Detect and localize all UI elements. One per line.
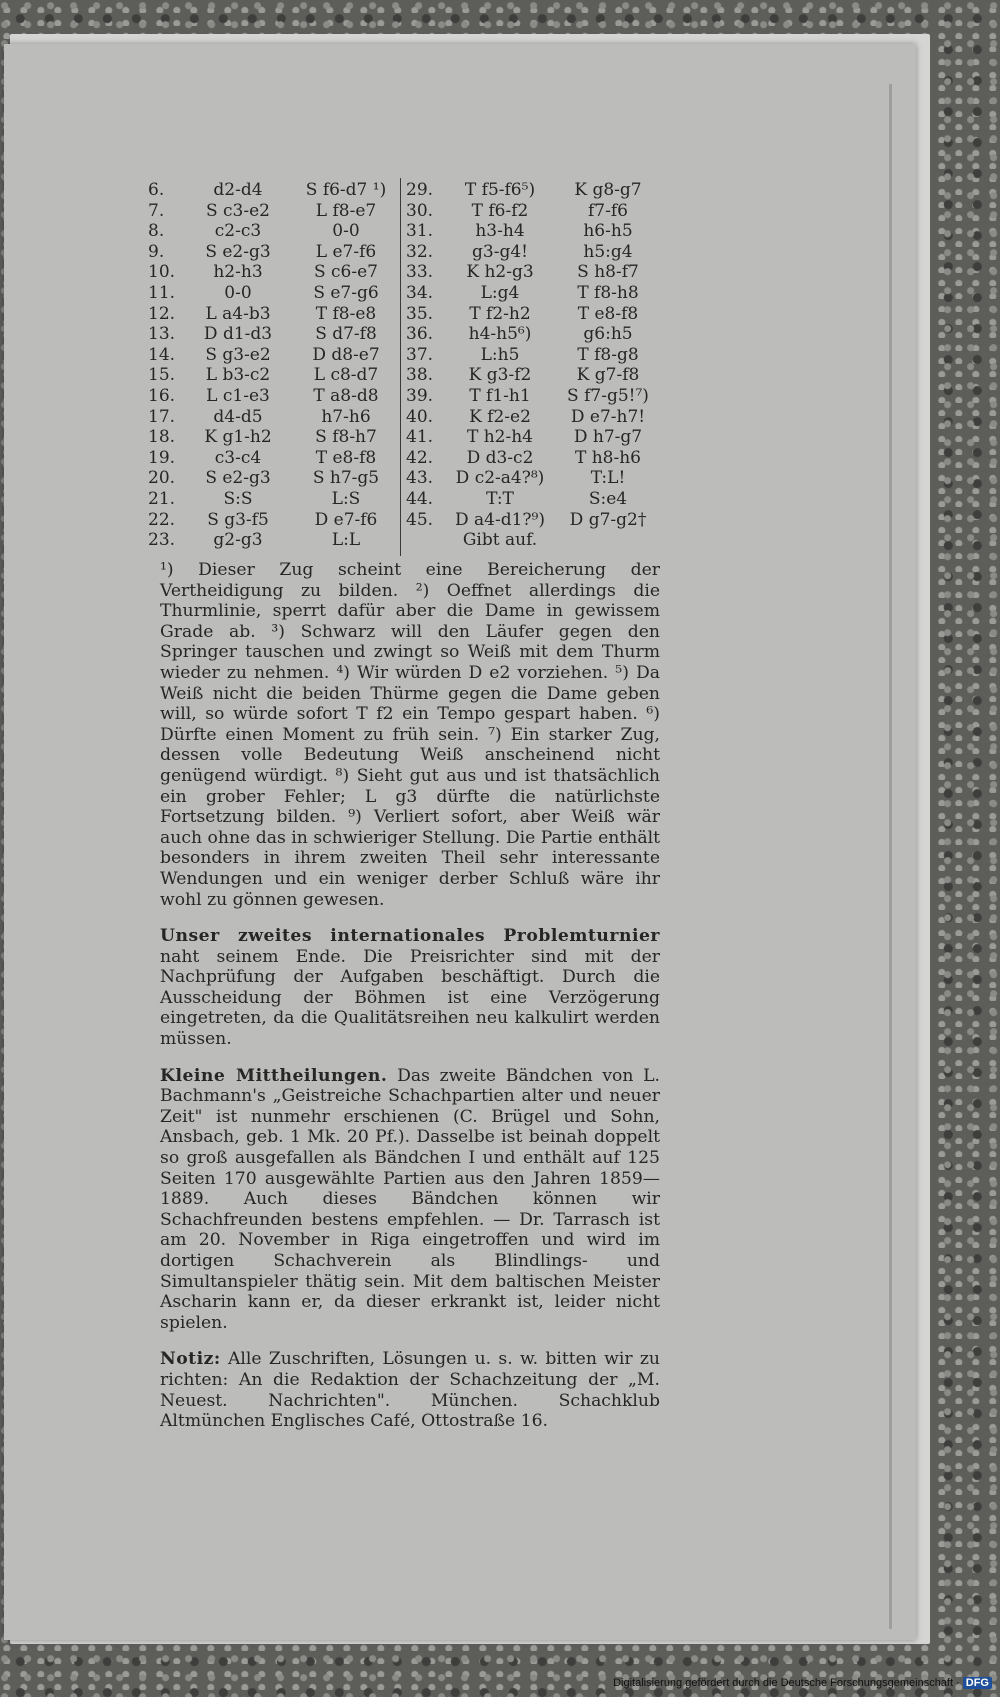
move-row xyxy=(406,530,676,551)
move-row xyxy=(148,489,398,510)
black-move: D h7-g7 xyxy=(573,427,643,448)
black-move: D g7-g2† xyxy=(569,509,647,530)
white-move: L a4-b3 xyxy=(205,303,271,324)
white-move: c2-c3 xyxy=(214,221,262,242)
game-notes: ¹) Dieser Zug scheint eine Bereicherung der Vertheidigung zu bilden. ²) Oeffnet allerdings die Thurmlinie, sperrt dafür aber die Dame in gewissem Grade ab. ³) Schwarz will den Läufer gegen den Springer tauschen und zwingt so Weiß mit dem Thurm wieder zu nehmen. ⁴) Wir würden D e2 vorziehen. ⁵) Da Weiß nicht die beiden Thürme gegen die Dame geben will, so würde sofort T f2 ein Tempo gespart haben. ⁶) Dürfte einen Moment zu früh sein. ⁷) Ein starker Zug, dessen volle Bedeutung Weiß anscheinend nicht genügend würdigt. ⁸) Sieht gut aus und ist thatsächlich ein grober Fehler; L g3 dürfte die natürlichste Fortsetzung bilden. ⁹) Verliert sofort, aber Weiß wär auch ohne das in schwieriger Stellung. Die Partie enthält besonders in ihrem zweiten Theil sehr interessante Wendungen und ein weniger derber Schluß wäre ihr wohl zu gönnen gewesen. xyxy=(160,560,660,910)
white-move: T f5-f6⁵) xyxy=(464,180,536,200)
move-row xyxy=(406,427,676,448)
move-number: 35. xyxy=(406,303,434,324)
white-move: L b3-c2 xyxy=(205,365,271,386)
move-number: 18. xyxy=(148,427,176,448)
move-number: 13. xyxy=(148,324,176,345)
move-number: 7. xyxy=(148,200,165,221)
black-move: D e7-f6 xyxy=(314,509,378,530)
move-number: 42. xyxy=(406,447,434,468)
move-row xyxy=(406,180,676,201)
white-move: T f1-h1 xyxy=(469,385,531,406)
black-move: g6:h5 xyxy=(583,324,633,345)
move-row xyxy=(148,530,398,551)
move-number: 14. xyxy=(148,344,176,365)
white-move: D d1-d3 xyxy=(203,324,273,345)
digitization-credit xyxy=(613,1677,992,1689)
move-number: 15. xyxy=(148,365,176,386)
move-number: 17. xyxy=(148,406,176,427)
black-move: T f8-e8 xyxy=(315,303,377,324)
white-move: K g1-h2 xyxy=(204,427,272,448)
black-move: T e8-f8 xyxy=(315,447,377,468)
move-row xyxy=(148,386,398,407)
white-move: D d3-c2 xyxy=(466,447,534,468)
move-row xyxy=(148,304,398,325)
black-move: K g8-g7 xyxy=(574,180,642,200)
move-number: 45. xyxy=(406,509,434,530)
move-number: 21. xyxy=(148,488,176,509)
black-move: S f6-d7 ¹) xyxy=(305,180,387,200)
move-row xyxy=(148,345,398,366)
move-row xyxy=(406,407,676,428)
white-move: g2-g3 xyxy=(213,530,263,551)
white-move: S g3-f5 xyxy=(207,509,269,530)
white-move: S e2-g3 xyxy=(205,241,271,262)
black-move: T f8-g8 xyxy=(577,344,639,365)
black-move: K g7-f8 xyxy=(576,365,640,386)
move-number: 29. xyxy=(406,180,434,200)
black-move: S e7-g6 xyxy=(313,282,379,303)
section-heading: Notiz: xyxy=(160,1349,221,1370)
move-number: 33. xyxy=(406,262,434,283)
black-move: h5:g4 xyxy=(583,241,633,262)
move-row xyxy=(148,448,398,469)
black-move xyxy=(556,530,660,551)
white-move: S c3-e2 xyxy=(205,200,270,221)
white-move: K f2-e2 xyxy=(469,406,531,427)
white-move: T:T xyxy=(486,488,514,509)
credit-text: Digitalisierung gefördert durch die Deutsche Forschungsgemeinschaft · xyxy=(613,1677,960,1689)
move-row xyxy=(406,386,676,407)
black-move: h6-h5 xyxy=(583,221,633,242)
move-number: 40. xyxy=(406,406,434,427)
move-row xyxy=(148,407,398,428)
black-move: T e8-f8 xyxy=(577,303,639,324)
move-row xyxy=(406,510,676,531)
black-move: S h8-f7 xyxy=(577,262,639,283)
move-row xyxy=(148,427,398,448)
black-move: f7-f6 xyxy=(588,200,628,221)
dfg-logo: DFG xyxy=(963,1677,992,1689)
move-row xyxy=(148,221,398,242)
move-number: 34. xyxy=(406,282,434,303)
white-move: S g3-e2 xyxy=(205,344,271,365)
black-move: S c6-e7 xyxy=(313,262,378,283)
move-row xyxy=(406,242,676,263)
black-move: D d8-e7 xyxy=(312,344,380,365)
move-number: 22. xyxy=(148,509,176,530)
move-row xyxy=(406,489,676,510)
black-move: T:L! xyxy=(590,468,626,489)
moves-column-left xyxy=(148,180,398,551)
move-row xyxy=(148,324,398,345)
white-move: h2-h3 xyxy=(213,262,263,283)
section-problemturnier xyxy=(160,926,660,1050)
white-move: Gibt auf. xyxy=(462,530,538,551)
move-row xyxy=(148,283,398,304)
section-body: naht seinem Ende. Die Preisrichter sind mit der Nachprüfung der Aufgaben beschäftigt. Durch die Ausscheidung der Böhmen ist eine Verzögerung eingetreten, da die Qualitätsreihen neu kalkulirt werden müssen. xyxy=(160,946,660,1050)
black-move: T a8-d8 xyxy=(313,385,379,406)
black-move: L:S xyxy=(331,488,361,509)
section-heading: Kleine Mittheilungen. xyxy=(160,1065,388,1086)
white-move: L:g4 xyxy=(480,282,520,303)
move-number: 10. xyxy=(148,262,176,283)
move-row xyxy=(148,242,398,263)
move-row xyxy=(406,201,676,222)
move-number: 36. xyxy=(406,324,434,345)
white-move: S e2-g3 xyxy=(205,468,271,489)
move-number: 38. xyxy=(406,365,434,386)
move-row xyxy=(148,262,398,283)
black-move: L c8-d7 xyxy=(313,365,379,386)
move-number: 8. xyxy=(148,221,165,242)
white-move: c3-c4 xyxy=(214,447,262,468)
move-row xyxy=(148,510,398,531)
white-move: K h2-g3 xyxy=(466,262,534,283)
move-row xyxy=(406,345,676,366)
white-move: K g3-f2 xyxy=(468,365,532,386)
move-number: 12. xyxy=(148,303,176,324)
white-move: 0-0 xyxy=(224,282,252,303)
section-body: Das zweite Bändchen von L. Bachmann's „Geistreiche Schachpartien alter und neuer Zeit" ist nunmehr erschienen (C. Brügel und Sohn, Ansbach, geb. 1 Mk. 20 Pf.). Dasselbe ist beinah doppelt so groß ausgefallen als Bändchen I und enthält auf 125 Seiten 170 ausgewählte Partien aus den Jahren 1859—1889. Auch dieses Bändchen können wir Schachfreunden bestens empfehlen. — Dr. Tarrasch ist am 20. November in Riga eingetroffen und wird im dortigen Schachverein als Blindlings- und Simultanspieler thätig sein. Mit dem baltischen Meister Ascharin kann er, da dieser erkrankt ist, leider nicht spielen. xyxy=(160,1065,660,1333)
black-move: h7-h6 xyxy=(321,406,371,427)
white-move: L:h5 xyxy=(480,344,520,365)
move-number: 39. xyxy=(406,385,434,406)
white-move: D c2-a4?⁸) xyxy=(455,468,545,489)
white-move: g3-g4! xyxy=(472,241,528,262)
move-number: 44. xyxy=(406,488,434,509)
move-number: 30. xyxy=(406,200,434,221)
white-move: L c1-e3 xyxy=(206,385,270,406)
move-row xyxy=(148,468,398,489)
moves-column-right xyxy=(406,180,676,551)
black-move: T f8-h8 xyxy=(577,282,639,303)
move-number: 41. xyxy=(406,427,434,448)
white-move: h3-h4 xyxy=(475,221,525,242)
white-move: d2-d4 xyxy=(213,180,263,200)
white-move: S:S xyxy=(223,488,253,509)
black-move: L:L xyxy=(331,530,361,551)
white-move: h4-h5⁶) xyxy=(468,324,532,345)
move-row xyxy=(406,221,676,242)
black-move: L e7-f6 xyxy=(315,241,377,262)
section-heading: Unser zweites internationales Problemturnier xyxy=(160,926,660,947)
move-number: 43. xyxy=(406,468,434,489)
move-number: 20. xyxy=(148,468,176,489)
white-move: D a4-d1?⁹) xyxy=(455,509,545,530)
move-number: 11. xyxy=(148,282,176,303)
black-move: L f8-e7 xyxy=(315,200,377,221)
article-text xyxy=(160,560,660,1432)
move-number: 23. xyxy=(148,530,176,551)
white-move: d4-d5 xyxy=(213,406,263,427)
move-row xyxy=(148,365,398,386)
move-row xyxy=(148,180,398,201)
move-number: 32. xyxy=(406,241,434,262)
section-mittheilungen xyxy=(160,1066,660,1334)
black-move: D e7-h7! xyxy=(570,406,646,427)
black-move: S d7-f8 xyxy=(315,324,377,345)
white-move: T f6-f2 xyxy=(471,200,529,221)
move-row xyxy=(406,365,676,386)
page-fold-line xyxy=(889,84,892,1629)
move-row xyxy=(406,448,676,469)
black-move: S h7-g5 xyxy=(312,468,380,489)
move-row xyxy=(406,324,676,345)
move-row xyxy=(406,468,676,489)
black-move: 0-0 xyxy=(332,221,360,242)
move-number: 37. xyxy=(406,344,434,365)
black-move: T h8-h6 xyxy=(574,447,642,468)
move-number: 19. xyxy=(148,447,176,468)
white-move: T f2-h2 xyxy=(469,303,531,324)
white-move: T h2-h4 xyxy=(466,427,534,448)
column-divider xyxy=(400,178,401,556)
black-move: S:e4 xyxy=(588,488,628,509)
move-row xyxy=(406,262,676,283)
move-row xyxy=(406,304,676,325)
section-notiz xyxy=(160,1349,660,1431)
move-number: 6. xyxy=(148,180,165,200)
black-move: S f7-g5!⁷) xyxy=(567,385,649,406)
move-row xyxy=(148,201,398,222)
move-row xyxy=(406,283,676,304)
black-move: S f8-h7 xyxy=(315,427,377,448)
move-number: 16. xyxy=(148,385,176,406)
move-number xyxy=(406,530,444,551)
move-number: 31. xyxy=(406,221,434,242)
move-number: 9. xyxy=(148,241,165,262)
section-body: Alle Zuschriften, Lösungen u. s. w. bitten wir zu richten: An die Redaktion der Schachzeitung der „M. Neuest. Nachrichten". München. Schachklub Altmünchen Englisches Café, Ottostraße 16. xyxy=(160,1349,660,1432)
